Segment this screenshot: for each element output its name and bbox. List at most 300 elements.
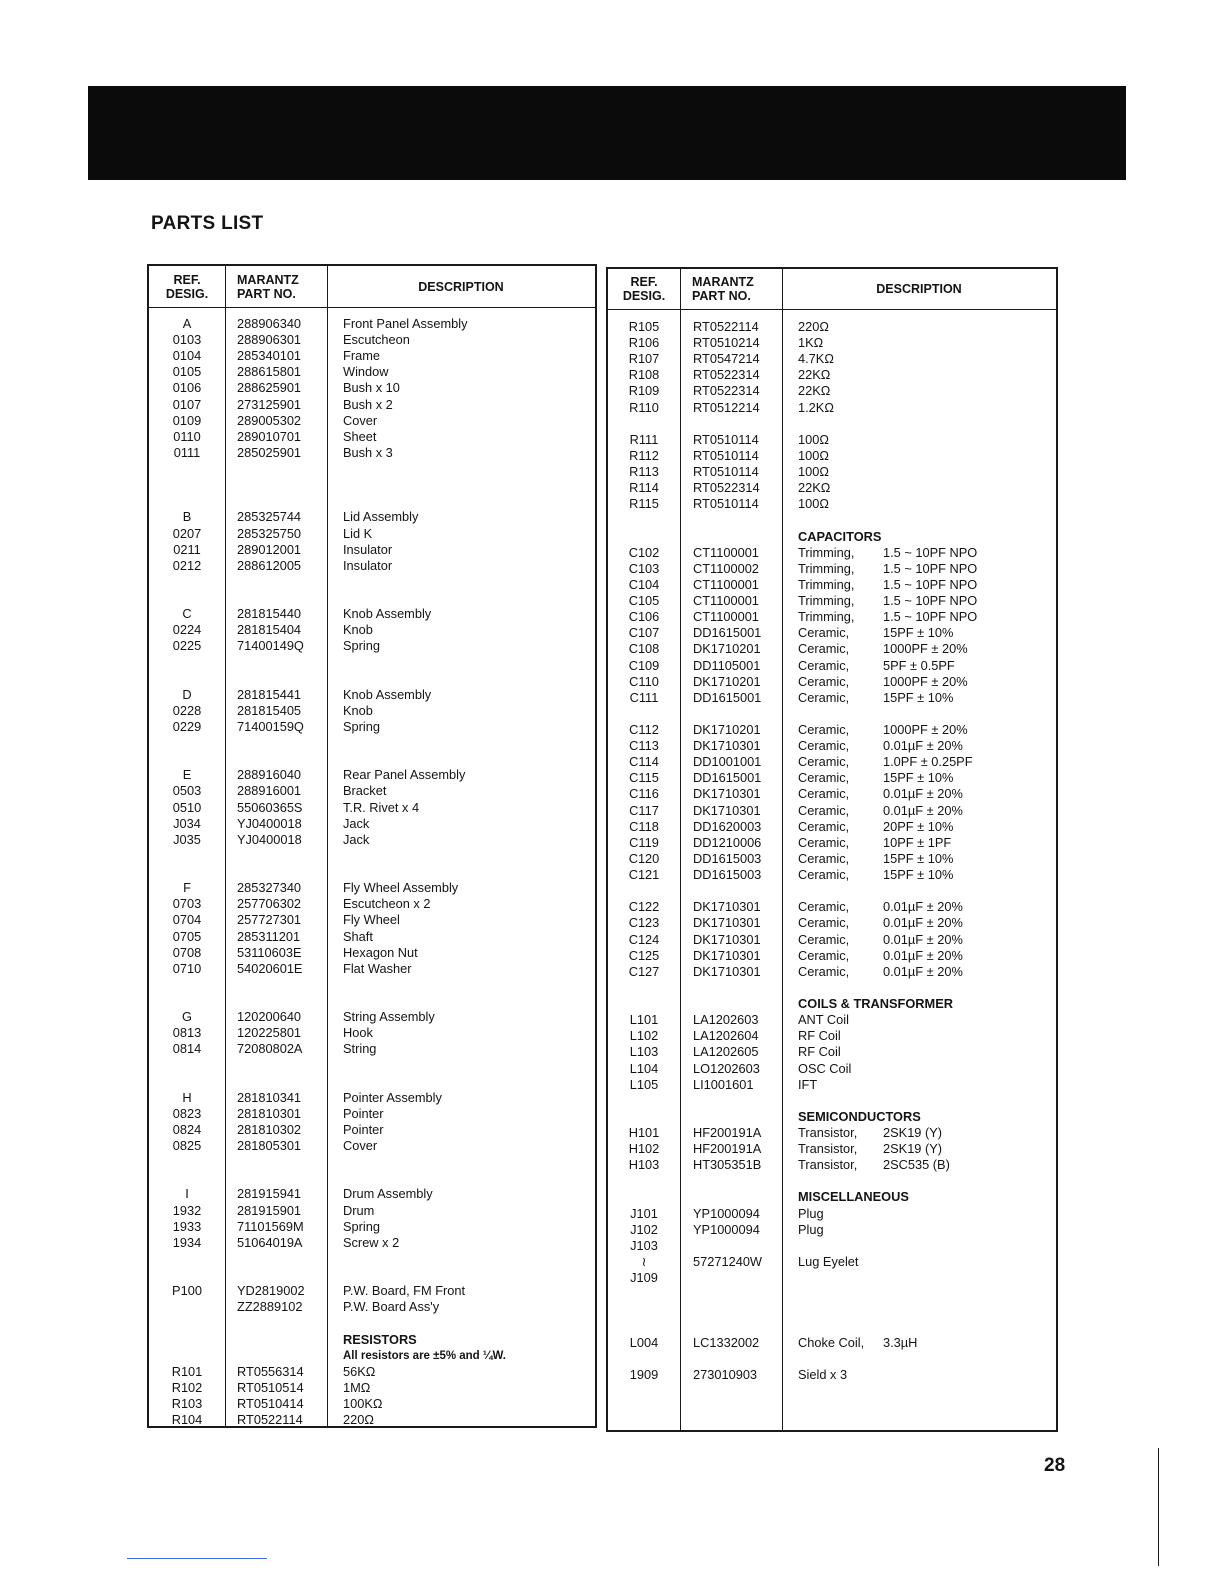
description: 220Ω (798, 319, 829, 334)
description: Sheet (343, 428, 377, 444)
ref-desig: 0703 (172, 896, 202, 912)
ref-desig: J103 (630, 1237, 658, 1253)
ref-desig: R114 (629, 480, 659, 496)
table-row (149, 1009, 595, 1025)
description: P.W. Board, FM Front (343, 1283, 466, 1299)
header-part-no: MARANTZ PART NO. (692, 275, 754, 303)
ref-desig: 1934 (172, 1234, 202, 1250)
spec-value: 3.3µH (883, 1334, 918, 1350)
spec-value: 1.5 ~ 10PF NPO (883, 560, 978, 576)
part-number: 288625901 (237, 380, 302, 396)
table-row (608, 577, 1056, 593)
ref-desig: H (182, 1089, 192, 1105)
part-number: 288906301 (237, 332, 302, 348)
table-row (149, 1186, 595, 1202)
description: Pointer (343, 1122, 384, 1137)
part-number: 57271240W (693, 1253, 763, 1269)
ref-desig: 0211 (173, 541, 201, 557)
table-row (149, 1396, 595, 1412)
table-row (149, 316, 595, 332)
part-number: 288615801 (237, 364, 302, 380)
spec-value: 15PF ± 10% (883, 689, 954, 705)
part-number: RT0556314 (237, 1363, 304, 1379)
table-row (608, 658, 1056, 674)
table-row (608, 1125, 1056, 1141)
table-row (608, 545, 1056, 561)
part-number: HT305351B (693, 1157, 762, 1173)
ref-desig: R107 (628, 351, 660, 367)
ref-desig: L104 (629, 1060, 659, 1076)
part-number: DD1615001 (693, 770, 762, 786)
ref-desig: J101 (630, 1205, 658, 1221)
table-row (149, 767, 595, 783)
part-number: YP1000094 (693, 1205, 760, 1221)
table-row (608, 1077, 1056, 1093)
ref-desig: R108 (628, 367, 660, 383)
ref-desig: C104 (628, 576, 660, 592)
part-number: 257727301 (237, 912, 302, 928)
part-number: YP1000094 (693, 1221, 760, 1237)
table-row (149, 719, 595, 735)
ref-desig: 0212 (172, 557, 202, 573)
ref-desig: 0823 (172, 1105, 202, 1121)
description: 56KΩ (343, 1363, 376, 1379)
header-description: DESCRIPTION (876, 282, 962, 296)
ref-desig: 0229 (172, 719, 202, 734)
ref-desig: C117 (629, 802, 659, 818)
description: RF Coil (798, 1028, 841, 1044)
part-number: 53110603E (237, 944, 302, 960)
part-number: 281815441 (237, 686, 302, 702)
table-row (608, 1157, 1056, 1173)
ref-desig: C102 (628, 544, 660, 560)
part-number: DK1710301 (693, 931, 761, 947)
ref-desig: 0106 (172, 380, 202, 396)
part-number: 72080802A (237, 1041, 303, 1057)
ref-desig: C (182, 606, 192, 622)
table-row (149, 364, 595, 380)
part-number: 281915941 (237, 1186, 302, 1202)
part-number: DK1710301 (693, 802, 761, 818)
description: Ceramic, (798, 867, 850, 883)
table-row (608, 1141, 1056, 1157)
table-row (608, 867, 1056, 883)
description: Ceramic, (798, 722, 850, 737)
part-number: 71400149Q (237, 638, 304, 654)
description: Ceramic, (798, 899, 850, 915)
description: Spring (343, 1218, 380, 1234)
ref-desig: L101 (629, 1012, 659, 1028)
part-number: 289005302 (237, 412, 302, 428)
table-row (608, 1270, 1056, 1286)
ref-desig: 0510 (172, 799, 202, 815)
part-number: DK1710301 (693, 899, 761, 915)
description: Knob (343, 622, 373, 638)
description: Pointer Assembly (343, 1089, 442, 1105)
table-row (149, 832, 595, 848)
ref-desig: 0224 (172, 622, 202, 638)
part-number: RT0510514 (237, 1379, 304, 1395)
ref-desig: C125 (628, 947, 660, 963)
table-row (608, 367, 1056, 383)
spec-value: 15PF ± 10% (883, 625, 954, 641)
table-row (608, 722, 1056, 738)
description: String Assembly (343, 1009, 435, 1025)
description: 22KΩ (798, 480, 831, 496)
description: Knob Assembly (343, 686, 432, 702)
table-row (608, 803, 1056, 819)
ref-desig: J102 (630, 1221, 658, 1237)
part-number: CT1100001 (693, 544, 759, 560)
table-header (149, 266, 595, 308)
part-number: YJ0400018 (237, 815, 302, 831)
ref-desig: 0105 (172, 364, 202, 380)
ref-desig: L102 (629, 1028, 659, 1044)
ref-desig: C115 (629, 770, 659, 786)
ref-desig: 0228 (172, 702, 202, 718)
table-row (149, 687, 595, 703)
ref-desig: C127 (628, 963, 660, 979)
description: Spring (343, 638, 380, 654)
description: Screw x 2 (343, 1234, 400, 1250)
ref-desig: P100 (172, 1283, 202, 1299)
description: Trimming, (798, 560, 855, 576)
description: Ceramic, (798, 786, 850, 802)
part-number: DD1105001 (693, 657, 761, 673)
table-row (149, 1138, 595, 1154)
ref-desig: D (182, 686, 192, 702)
part-number: DD1615003 (693, 850, 762, 866)
table-row (608, 915, 1056, 931)
description: 1.2KΩ (798, 399, 834, 415)
header-description: DESCRIPTION (418, 279, 504, 294)
description: Trimming, (798, 544, 855, 560)
spec-value: 0.01µF ± 20% (883, 947, 963, 963)
spec-value: 0.01µF ± 20% (883, 963, 963, 979)
ref-desig: R105 (628, 319, 660, 334)
ref-desig: R111 (629, 431, 659, 447)
part-number: 71101569M (237, 1218, 304, 1234)
table-row (149, 526, 595, 542)
description: Trimming, (798, 576, 855, 592)
table-row (608, 319, 1056, 335)
part-number: 54020601E (237, 960, 303, 976)
table-row (149, 961, 595, 977)
table-row (608, 786, 1056, 802)
ref-desig: B (182, 509, 192, 525)
description: Pointer (343, 1105, 384, 1121)
part-number: 288916040 (237, 767, 302, 783)
description: Lid K (343, 525, 373, 541)
table-row (608, 932, 1056, 948)
ref-desig: 0710 (172, 960, 202, 976)
spec-value: 1000PF ± 20% (883, 722, 968, 737)
table-row (149, 1025, 595, 1041)
part-number: 281815404 (237, 622, 302, 638)
description: Flat Washer (343, 960, 412, 976)
parts-table-right (606, 267, 1058, 1432)
table-row (608, 754, 1056, 770)
table-row (149, 1332, 595, 1348)
table-row (149, 783, 595, 799)
ref-desig: L103 (629, 1044, 659, 1060)
description: Sield x 3 (798, 1366, 848, 1382)
ref-desig: G (182, 1009, 192, 1025)
description: Ceramic, (798, 818, 850, 834)
description: Ceramic, (798, 931, 850, 947)
ref-desig: C112 (629, 722, 659, 737)
part-number: 71400159Q (237, 719, 304, 734)
part-number: RT0512214 (693, 399, 760, 415)
description: Ceramic, (798, 689, 850, 705)
table-row (608, 480, 1056, 496)
spec-value: 1.5 ~ 10PF NPO (883, 609, 978, 625)
description: Jack (343, 815, 370, 831)
description: Ceramic, (798, 657, 850, 673)
part-number: RT0510114 (693, 496, 759, 512)
ref-desig: H101 (628, 1125, 660, 1140)
table-row (608, 1367, 1056, 1383)
ref-desig: R101 (171, 1363, 203, 1379)
part-number: DK1710301 (693, 947, 761, 963)
ref-desig: F (183, 880, 191, 896)
table-row (608, 432, 1056, 448)
table-row (608, 1222, 1056, 1238)
description: Knob (343, 702, 373, 718)
table-row (149, 800, 595, 816)
part-number: HF200191A (693, 1125, 762, 1140)
part-number: LI1001601 (693, 1076, 754, 1092)
ref-desig: R104 (171, 1412, 203, 1428)
table-row (149, 1203, 595, 1219)
ref-desig: R109 (628, 383, 660, 399)
description: Transistor, (798, 1141, 858, 1157)
ref-desig: C122 (628, 899, 660, 915)
part-number: RT0522314 (693, 367, 760, 383)
description: Jack (343, 831, 370, 847)
ref-desig: C107 (628, 625, 660, 641)
part-number: ZZ2889102 (237, 1299, 303, 1315)
description: OSC Coil (798, 1060, 852, 1076)
table-row (608, 1335, 1056, 1351)
section-note: All resistors are ±5% and ¼W. (343, 1349, 506, 1362)
table-row (149, 896, 595, 912)
description: Ceramic, (798, 738, 850, 754)
description: Bracket (343, 783, 387, 799)
part-number: DK1710301 (693, 738, 761, 754)
header-ref-desig: REF. DESIG. (165, 272, 209, 301)
ref-desig: C114 (629, 754, 659, 770)
table-row (149, 332, 595, 348)
ref-desig: R115 (629, 496, 659, 512)
spec-value: 1.5 ~ 10PF NPO (883, 593, 978, 609)
table-row (608, 835, 1056, 851)
spec-value: 15PF ± 10% (883, 867, 954, 883)
ref-desig: H103 (628, 1157, 660, 1173)
table-row (608, 641, 1056, 657)
description: Ceramic, (798, 963, 850, 979)
part-number: CT1100001 (693, 593, 759, 609)
part-number: RT0522114 (237, 1412, 303, 1428)
table-row (608, 625, 1056, 641)
description: Bush x 3 (343, 444, 393, 460)
ref-desig: 0503 (172, 783, 202, 799)
description: Ceramic, (798, 802, 850, 818)
part-number: DD1210006 (693, 834, 762, 850)
ref-desig: R113 (629, 464, 659, 480)
table-row (149, 1235, 595, 1251)
ref-desig: E (182, 767, 192, 783)
description: 22KΩ (798, 383, 831, 399)
part-number: LA1202605 (693, 1044, 759, 1060)
table-row (608, 529, 1056, 545)
ref-desig: C105 (628, 593, 660, 609)
ref-desig: C124 (628, 931, 660, 947)
table-row (608, 1044, 1056, 1060)
description: Shaft (343, 928, 373, 944)
ref-desig: L105 (629, 1076, 659, 1092)
description: Fly Wheel (343, 912, 400, 928)
table-row (149, 1041, 595, 1057)
description: Drum (343, 1202, 375, 1218)
description: Front Panel Assembly (343, 316, 468, 331)
table-row (608, 948, 1056, 964)
table-row (608, 690, 1056, 706)
part-number: 288916001 (237, 783, 302, 799)
description: Ceramic, (798, 641, 850, 657)
table-row (608, 1109, 1056, 1125)
ref-desig: 0825 (172, 1138, 202, 1154)
ref-desig: 0824 (172, 1122, 202, 1137)
part-number: 273125901 (237, 396, 302, 412)
part-number: 281815440 (237, 606, 302, 622)
part-number: DD1620003 (693, 818, 762, 834)
ref-desig: 0110 (173, 428, 201, 444)
description: 4.7KΩ (798, 351, 834, 367)
table-row (608, 1238, 1056, 1254)
section-heading: CAPACITORS (798, 528, 882, 544)
description: Lug Eyelet (798, 1253, 859, 1269)
spec-value: 1.0PF ± 0.25PF (883, 754, 973, 770)
description: Ceramic, (798, 947, 850, 963)
description: Ceramic, (798, 754, 850, 770)
table-row (149, 929, 595, 945)
part-number: RT0510214 (693, 335, 760, 351)
part-number: DD1615003 (693, 867, 762, 883)
description: 22KΩ (798, 367, 831, 383)
table-row (608, 351, 1056, 367)
part-number: 288612005 (237, 557, 302, 573)
table-row (149, 816, 595, 832)
ref-desig: 0107 (172, 396, 202, 412)
part-number: LC1332002 (693, 1334, 760, 1350)
part-number: DK1710301 (693, 915, 761, 931)
part-number: 281815405 (237, 702, 302, 718)
description: Hexagon Nut (343, 944, 418, 960)
table-row (149, 397, 595, 413)
description: Escutcheon (343, 332, 410, 348)
description: Choke Coil, (798, 1334, 865, 1350)
ref-desig: 0708 (172, 944, 202, 960)
part-number: 257706302 (237, 896, 302, 912)
description: 100Ω (798, 464, 829, 480)
description: 100Ω (798, 496, 829, 512)
ref-desig: C119 (629, 834, 659, 850)
table-row (149, 1380, 595, 1396)
part-number: DD1001001 (693, 754, 762, 770)
spec-value: 2SK19 (Y) (883, 1141, 943, 1157)
table-row (608, 1061, 1056, 1077)
ref-desig: 1932 (172, 1202, 202, 1218)
table-row (149, 558, 595, 574)
ref-desig: C110 (629, 673, 659, 689)
description: IFT (798, 1076, 818, 1092)
ref-desig: C116 (629, 786, 659, 802)
table-row (149, 1299, 595, 1315)
ref-desig: I (185, 1186, 189, 1202)
part-number: RT0510414 (237, 1396, 304, 1412)
ref-desig: C111 (629, 689, 659, 705)
spec-value: 5PF ± 0.5PF (883, 657, 955, 673)
table-row (149, 1090, 595, 1106)
ref-desig: 0104 (172, 348, 202, 364)
part-number: 289012001 (237, 541, 302, 557)
part-number: 120200640 (237, 1009, 302, 1025)
table-row (608, 1012, 1056, 1028)
description: 1KΩ (798, 335, 824, 351)
description: ANT Coil (798, 1012, 849, 1028)
section-heading: MISCELLANEOUS (798, 1189, 909, 1205)
table-row (608, 964, 1056, 980)
part-number: HF200191A (693, 1141, 762, 1157)
header-ref-desig: REF. DESIG. (622, 275, 666, 303)
description: Ceramic, (798, 915, 850, 931)
description: Cover (343, 412, 378, 428)
part-number: 289010701 (237, 428, 302, 444)
ref-desig: 0704 (172, 912, 202, 928)
description: Escutcheon x 2 (343, 896, 431, 912)
part-number: 281810341 (237, 1089, 302, 1105)
table-row (149, 1219, 595, 1235)
ref-desig: ≀ (641, 1253, 647, 1269)
part-number: 281915901 (237, 1202, 302, 1218)
section-heading: COILS & TRANSFORMER (798, 996, 953, 1012)
description: Window (343, 364, 389, 380)
header-part-no: MARANTZ PART NO. (237, 272, 299, 301)
table-row (149, 703, 595, 719)
table-row (149, 1364, 595, 1380)
spec-value: 1.5 ~ 10PF NPO (883, 544, 978, 560)
ref-desig: 1933 (172, 1218, 202, 1234)
part-number: 285325750 (237, 525, 302, 541)
table-row (608, 1254, 1056, 1270)
part-number: 285327340 (237, 880, 302, 896)
table-row (149, 380, 595, 396)
description: Bush x 2 (343, 396, 393, 412)
description: String (343, 1041, 377, 1057)
ref-desig: C113 (629, 738, 659, 754)
spec-value: 0.01µF ± 20% (883, 738, 963, 754)
table-row (608, 996, 1056, 1012)
table-row (608, 464, 1056, 480)
part-number: 281810302 (237, 1122, 302, 1137)
table-row (149, 413, 595, 429)
ref-desig: C108 (628, 641, 660, 657)
ref-desig: 0705 (172, 928, 202, 944)
ref-desig: 0111 (173, 444, 201, 460)
description: Frame (343, 348, 380, 364)
description: Ceramic, (798, 850, 850, 866)
